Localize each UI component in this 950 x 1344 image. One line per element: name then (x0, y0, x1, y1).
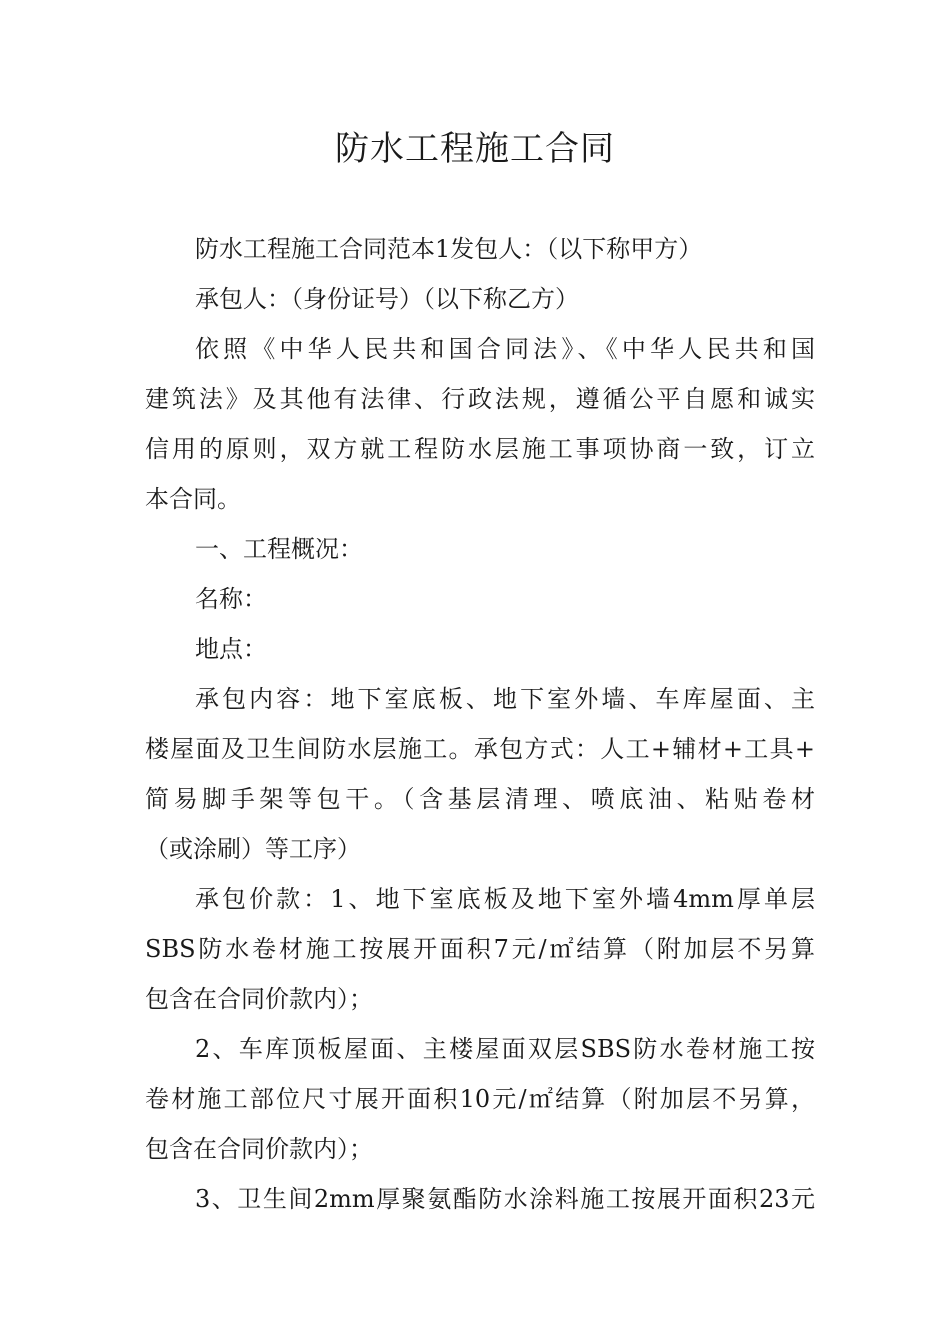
section-heading: 一、工程概况： (195, 535, 363, 563)
text-line: 3、卫生间2mm厚聚氨酯防水涂料施工按展开面积23元 (195, 1185, 815, 1213)
text-line: 包含在合同价款内）； (145, 1135, 373, 1163)
text-line: 卷材施工部位尺寸展开面积10元/㎡结算（附加层不另算， (145, 1085, 815, 1113)
text-line: 地点： (195, 635, 267, 663)
text-line: 楼屋面及卫生间防水层施工。承包方式：人工+辅材+工具+ (145, 735, 815, 763)
text-line: 名称： (195, 585, 267, 613)
text-line: 承包内容：地下室底板、地下室外墙、车库屋面、主 (195, 685, 815, 713)
text-line: 建筑法》及其他有法律、行政法规，遵循公平自愿和诚实 (145, 385, 815, 413)
text-line: 承包价款：1、地下室底板及地下室外墙4mm厚单层 (195, 885, 815, 913)
text-line: （或涂刷）等工序） (145, 835, 361, 863)
document-title: 防水工程施工合同 (335, 129, 615, 169)
text-line: 包含在合同价款内）； (145, 985, 373, 1013)
text-line: 依照《中华人民共和国合同法》、《中华人民共和国 (195, 335, 815, 363)
text-line: 简易脚手架等包干。（含基层清理、喷底油、粘贴卷材 (145, 785, 815, 813)
text-line: 本合同。 (145, 485, 241, 513)
text-line: 信用的原则，双方就工程防水层施工事项协商一致，订立 (145, 435, 815, 463)
text-line: 防水工程施工合同范本1发包人：（以下称甲方） (195, 235, 703, 263)
text-line: 2、车库顶板屋面、主楼屋面双层SBS防水卷材施工按 (195, 1035, 815, 1063)
text-line: 承包人：（身份证号）（以下称乙方） (195, 285, 579, 313)
text-line: SBS防水卷材施工按展开面积7元/㎡结算（附加层不另算 (145, 935, 815, 963)
